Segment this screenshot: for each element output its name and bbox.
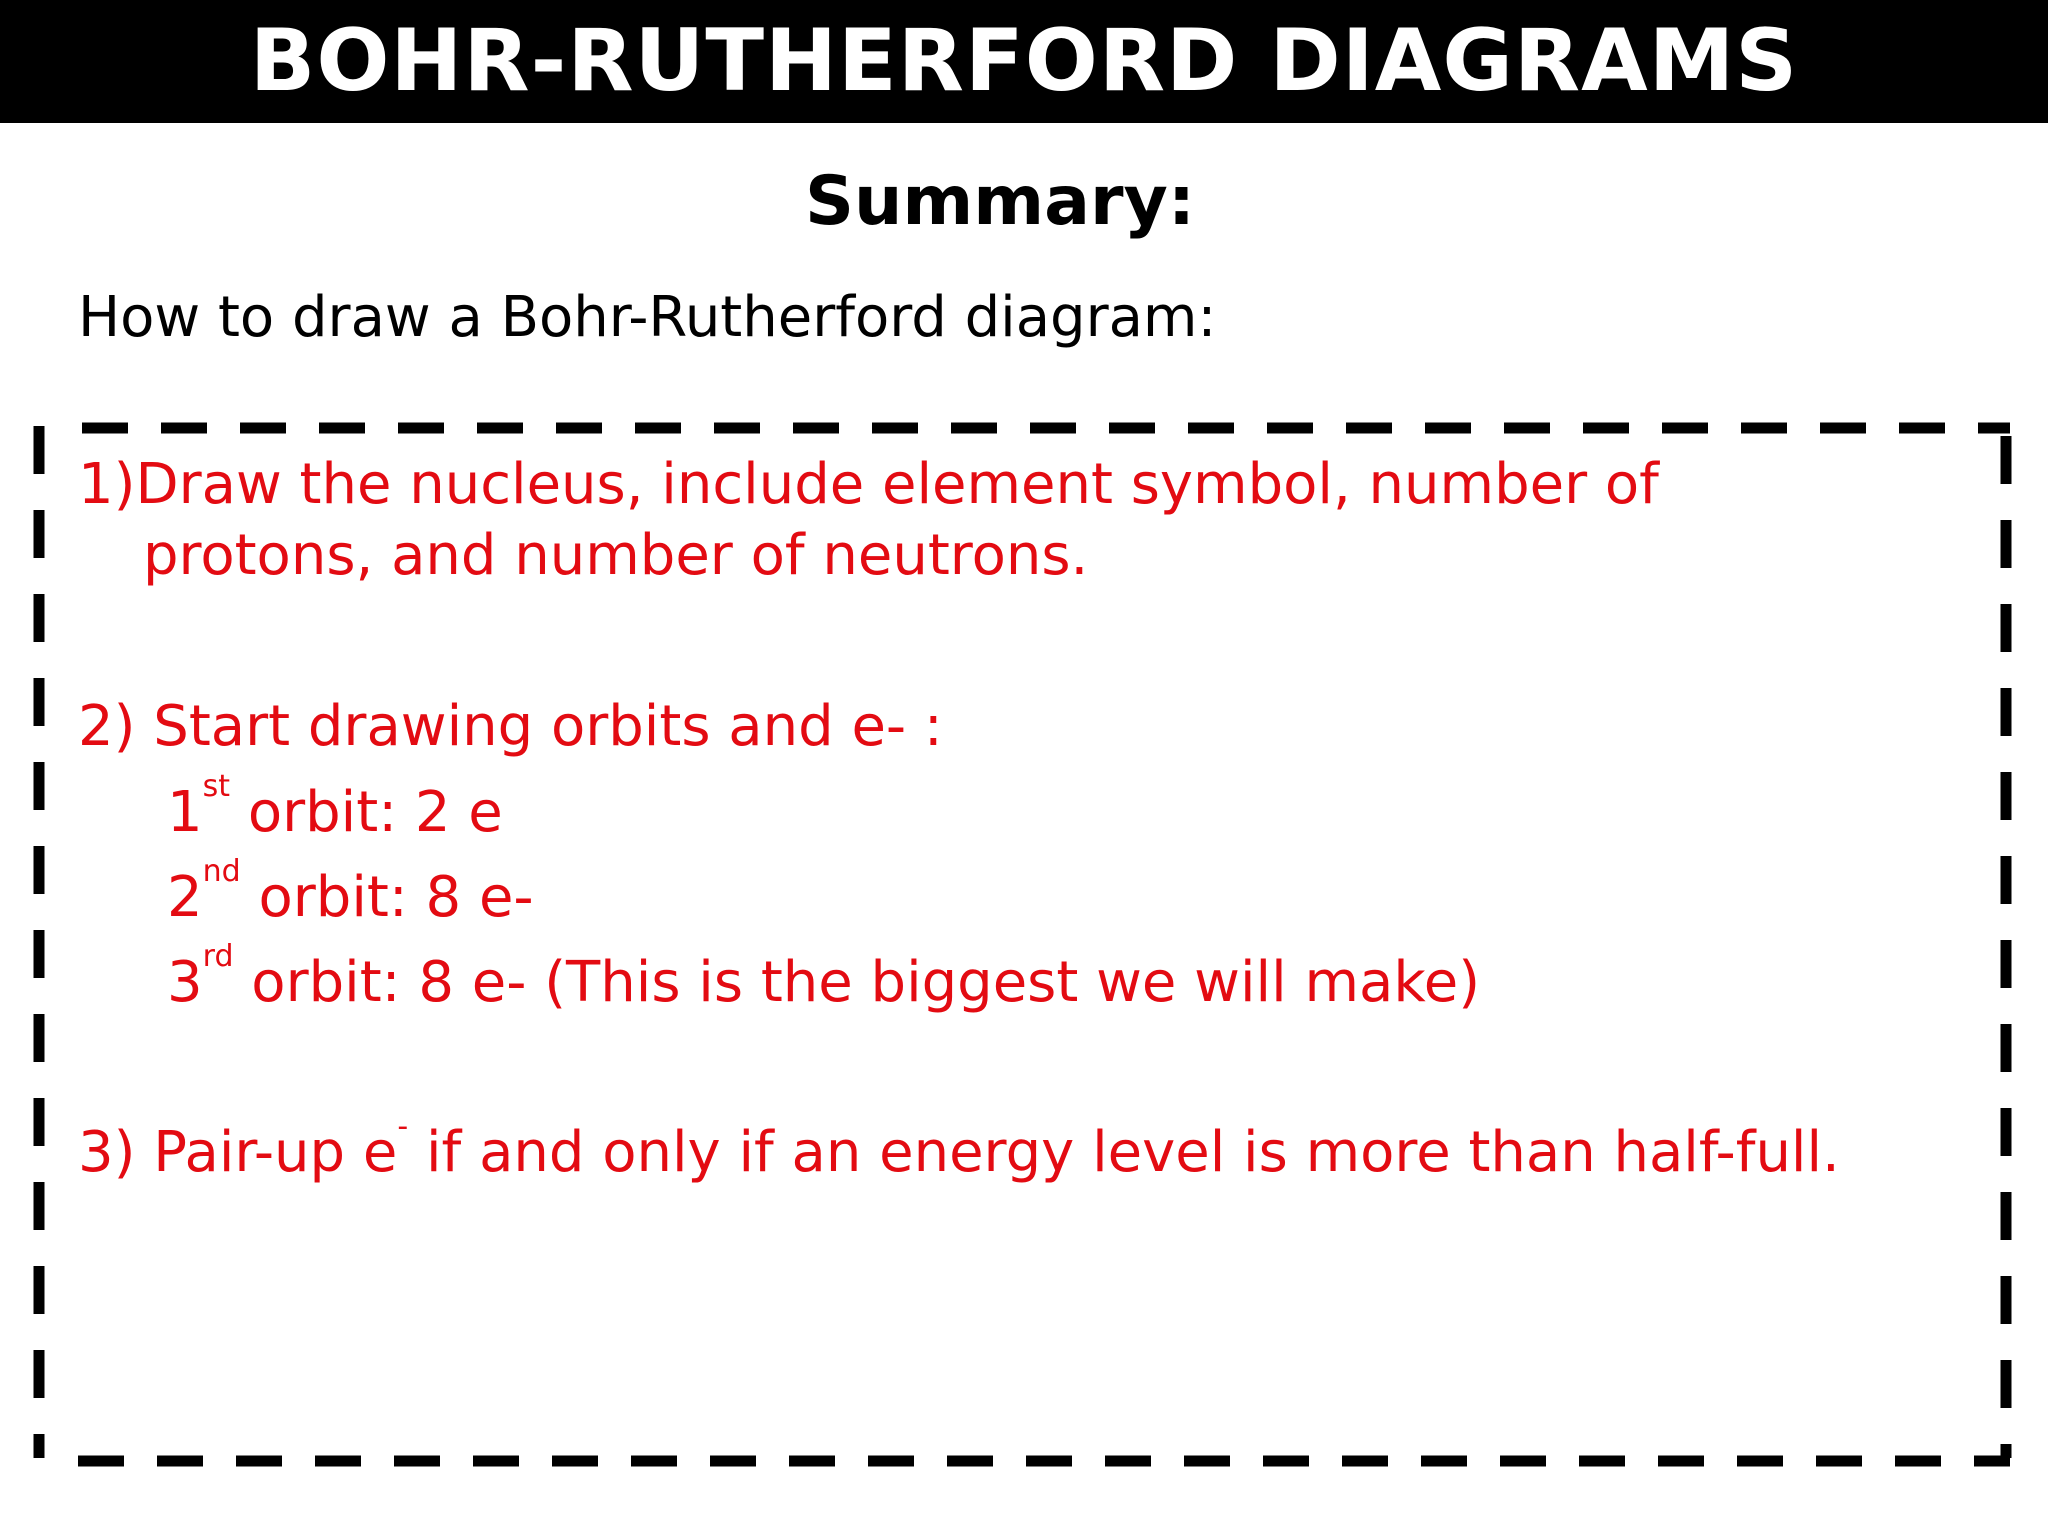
orbit-2-item: 2nd orbit: 8 e- [167,854,534,930]
step-3-line: 3) Pair-up e- if and only if an energy level is more than half-full. [78,1109,1840,1185]
orbit-3-item: 3rd orbit: 8 e- (This is the biggest we will make) [167,939,1481,1015]
step-1-line-2: protons, and number of neutrons. [143,523,1089,588]
step-1-text: Draw the nucleus, include element symbol, number of [135,452,1659,517]
orbit-1-item: 1st orbit: 2 e [167,769,503,845]
page-title: BOHR-RUTHERFORD DIAGRAMS [249,11,1799,111]
summary-heading: Summary: [804,162,1196,241]
intro-text: How to draw a Bohr-Rutherford diagram: [78,285,1217,350]
step-2-line: 2) Start drawing orbits and e- : [78,694,943,759]
step-1-number: 1) [78,452,136,517]
step-1-line-1 [78,452,1659,518]
